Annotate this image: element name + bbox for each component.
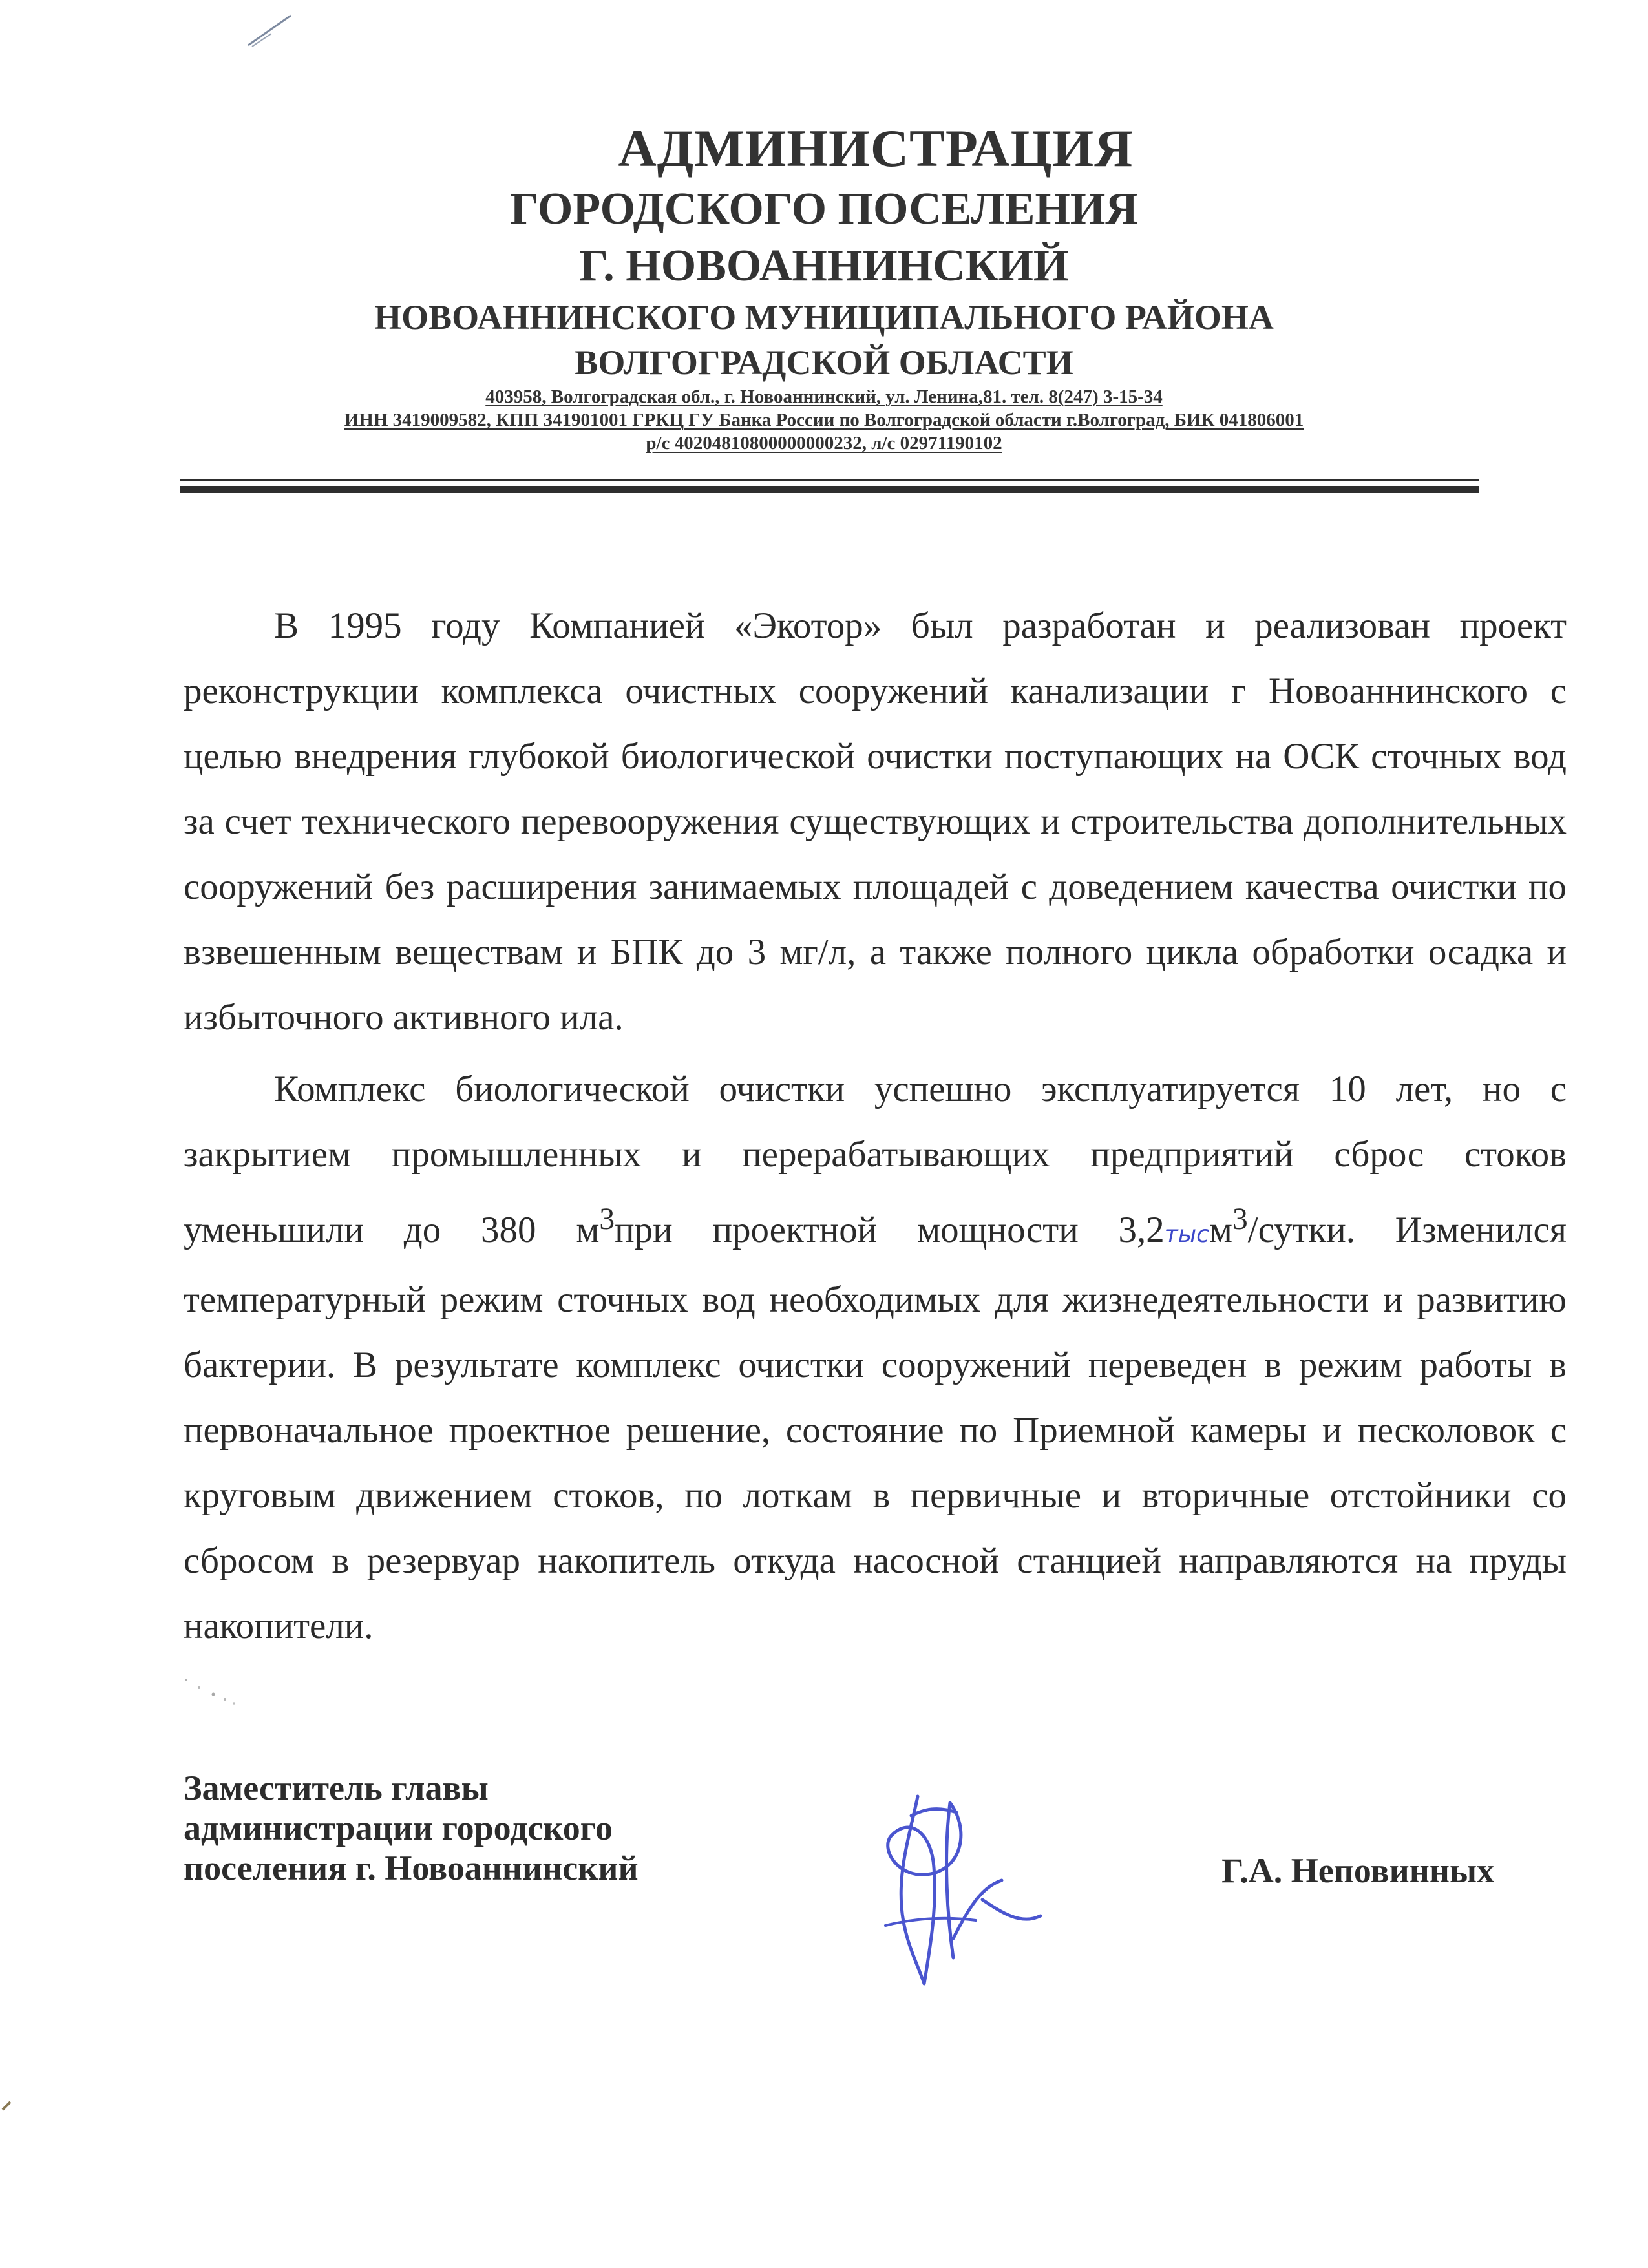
organization-account: р/с 40204810800000000232, л/с 02971190102 — [646, 433, 1002, 454]
letter-body — [184, 593, 1567, 1659]
body-paragraph-2 — [184, 1056, 1567, 1659]
paragraph-2-text-c: м — [1209, 1210, 1232, 1250]
signatory-position-line-2: администрации городского — [184, 1809, 613, 1847]
organization-city: Г. НОВОАННИНСКИЙ — [579, 241, 1069, 291]
paragraph-2-text-a: Комплекс биологической очистки успешно эксплуатируется 10 лет, но с закрытием промышленных и перерабатывающих предприятий сброс стоков уменьшили до 380 м — [184, 1069, 1567, 1250]
organization-bank-details: ИНН 3419009582, КПП 341901001 ГРКЦ ГУ Банка России по Волгоградской области г.Волгоград, БИК 041806001 — [344, 410, 1304, 430]
signatory-position-line-1: Заместитель главы — [184, 1769, 489, 1807]
handwritten-signature — [872, 1777, 1066, 1997]
paragraph-2-text-d: /сутки. Изменился температурный режим сточных вод необходимых для жизнедеятельности и развитию бактерии. В результате комплекс очистки сооружений переведен в режим работы в первоначальное проектное решение, состояние по Приемной камеры и песколовок с круговым движением стоков, по лоткам в первичные и вторичные отстойники со сбросом в резервуар накопитель откуда насосной станцией направляются на пруды накопители. — [184, 1210, 1567, 1646]
paragraph-2-text-b: при проектной мощности 3,2 — [615, 1210, 1165, 1250]
organization-district: НОВОАННИНСКОГО МУНИЦИПАЛЬНОГО РАЙОНА — [374, 298, 1274, 337]
superscript-cubic-2: 3 — [1232, 1202, 1248, 1236]
superscript-cubic: 3 — [599, 1202, 615, 1236]
scan-speck-mark — [180, 1675, 251, 1714]
signatory-position-line-3: поселения г. Новоаннинский — [184, 1849, 639, 1887]
letterhead-divider-thick — [180, 486, 1479, 493]
organization-address: 403958, Волгоградская обл., г. Новоаннинский, ул. Ленина,81. тел. 8(247) 3-15-34 — [485, 386, 1163, 407]
letterhead-divider-thin — [180, 479, 1479, 481]
body-paragraph-1: В 1995 году Компанией «Экотор» был разработан и реализован проект реконструкции комплекса очистных сооружений канализации г Новоаннинского с целью внедрения глубокой биологической очистки поступающих на ОСК сточных вод за счет технического перевооружения существующих и строительства дополнительных сооружений без расширения занимаемых площадей с доведением качества очистки по взвешенным веществам и БПК до 3 мг/л, а также полного цикла обработки осадка и избыточного активного ила. — [184, 605, 1567, 1038]
signatory-name: Г.А. Неповинных — [1221, 1851, 1495, 1890]
organization-title: АДМИНИСТРАЦИЯ — [618, 119, 1134, 178]
signatory-position — [184, 1768, 639, 1888]
organization-subtitle: ГОРОДСКОГО ПОСЕЛЕНИЯ — [510, 184, 1138, 234]
handwritten-unit-note: тыс — [1164, 1221, 1209, 1248]
organization-region: ВОЛГОГРАДСКОЙ ОБЛАСТИ — [575, 343, 1073, 382]
scan-pen-stroke-mark — [246, 12, 297, 50]
letterhead — [162, 116, 1486, 455]
scan-edge-mark — [0, 2097, 19, 2116]
